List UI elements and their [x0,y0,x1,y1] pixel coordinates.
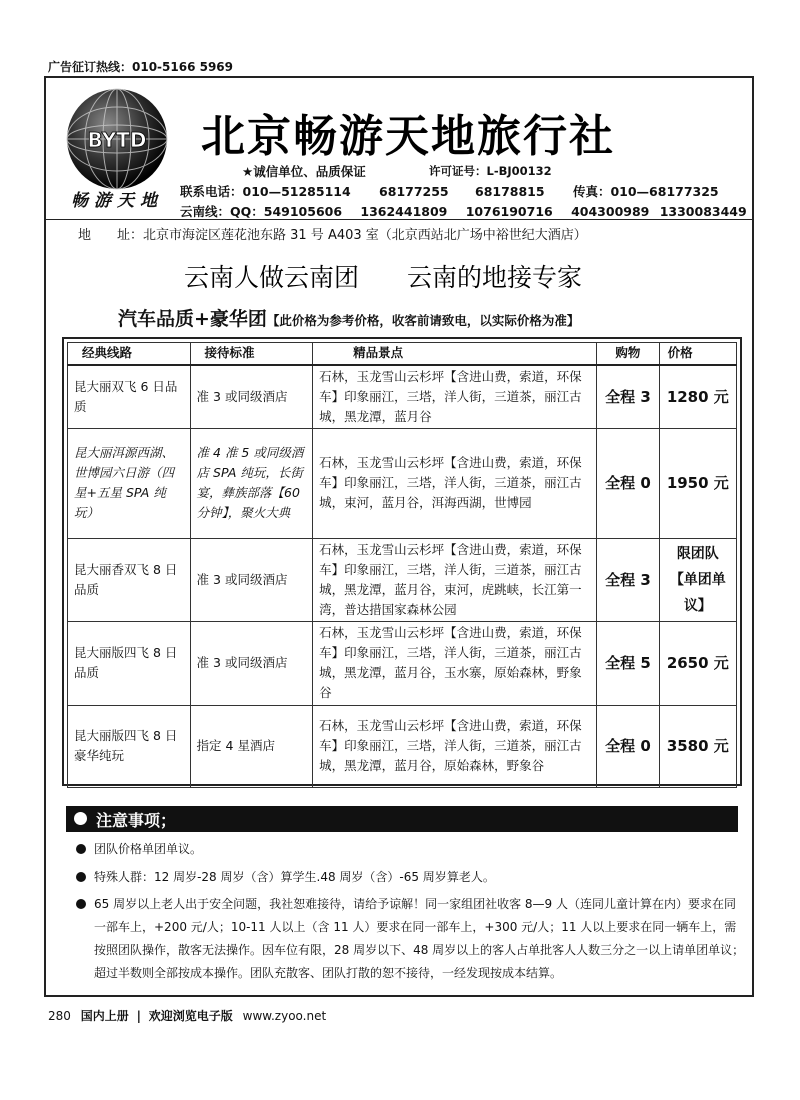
footer-url[interactable]: www.zyoo.net [242,1009,327,1023]
globe-logo-icon [60,84,174,212]
contact-fax: 传真：010—68177325 [572,184,719,199]
route-name: 昆大丽双飞 6 日品质 [68,365,191,429]
col-header-sights: 精品景点 [313,343,597,365]
route-name: 昆大丽香双飞 8 日品质 [68,538,191,621]
page-number: 280 [48,1009,71,1023]
qq-3: 1076190716 [465,204,553,219]
route-price: 3580 元 [659,705,736,787]
route-table [67,342,737,788]
qq-2: 1362441809 [360,204,448,219]
route-shopping: 全程 0 [597,705,659,787]
table-row [68,365,737,429]
table-row [68,428,737,538]
bullet-icon [76,899,86,909]
notes-header [66,806,738,832]
qq-1: 云南线：QQ：549105606 [180,204,343,219]
header-divider [46,219,752,220]
note-item [76,893,746,985]
footer-separator: | [136,1009,141,1023]
note-text: 65 周岁以上老人出于安全问题，我社恕难接待，请给予谅解！同一家组团社收客 8—9 人（连同儿童计算在内）要求在同一部车上，+200 元/人；10-11 人以上（含 11 人）要求在同一部车上，+300 元/人；11 人以上要求在同一辆车上，需按照团队操作，散客无法操作。因车位有限，28 周岁以下、48 周岁以上的客人占单批客人人数三分之一以上请单团单议；超过半数则全部按成本操作。团队充散客、团队打散的恕不接待，一经发现按成本结算。 [94,897,745,980]
route-name: 昆大丽洱源西湖、世博园六日游（四星+五星 SPA 纯玩） [68,428,191,538]
note-item [76,866,726,889]
section-title-main: 汽车品质+豪华团 [118,308,267,330]
footer-section: 国内上册 [80,1009,129,1023]
route-standard: 指定 4 星酒店 [190,705,313,787]
footer-slogan: 欢迎浏览电子版 [148,1009,233,1023]
table-row [68,621,737,705]
route-shopping: 全程 3 [597,538,659,621]
table-row [68,538,737,621]
route-sights: 石林，玉龙雪山云杉坪【含进山费，索道，环保车】印象丽江，三塔，洋人街，三道茶，丽江古城，黑龙潭，蓝月谷，玉水寨，原始森林，野象谷 [313,621,597,705]
route-name: 昆大丽版四飞 8 日豪华纯玩 [68,705,191,787]
route-standard: 准 3 或同级酒店 [190,538,313,621]
route-shopping: 全程 0 [597,428,659,538]
col-header-standard: 接待标准 [190,343,313,365]
motto: ★诚信单位、品质保证 [242,164,366,179]
col-header-price: 价格 [659,343,736,365]
bullet-icon [74,812,87,825]
slogan [184,258,582,294]
section-title-note: 【此价格为参考价格，收客前请致电，以实际价格为准】 [266,313,580,328]
ad-hotline: 广告征订热线：010-5166 5969 [48,60,234,74]
logo-caption: 畅游天地 [71,191,163,211]
col-header-route: 经典线路 [68,343,191,365]
qq-4: 404300989 [571,204,650,219]
route-sights: 石林，玉龙雪山云杉坪【含进山费，索道，环保车】印象丽江，三塔，洋人街，三道茶，丽江古城，黑龙潭，蓝月谷，束河，虎跳峡，长江第一湾，普达措国家森林公园 [313,538,597,621]
note-item [76,838,726,861]
route-price: 2650 元 [659,621,736,705]
contact-qq-line [180,202,747,220]
route-sights: 石林，玉龙雪山云杉坪【含进山费，索道，环保车】印象丽江，三塔，洋人街，三道茶，丽江古城，束河，蓝月谷，洱海西湖，世博园 [313,428,597,538]
route-sights: 石林，玉龙雪山云杉坪【含进山费，索道，环保车】印象丽江，三塔，洋人街，三道茶，丽江古城，黑龙潭，蓝月谷 [313,365,597,429]
route-price: 1950 元 [659,428,736,538]
contact-phone: 联系电话：010—51285114 [180,184,351,199]
notes-title: 注意事项； [96,811,177,830]
slogan-part-1: 云南人做云南团 [184,263,360,292]
license-number: 许可证号：L-BJ00132 [429,164,552,178]
route-table-wrapper [62,337,742,786]
route-shopping: 全程 5 [597,621,659,705]
table-header-row [68,343,737,365]
note-text: 特殊人群：12 周岁-28 周岁（含）算学生.48 周岁（含）-65 周岁算老人。 [94,870,495,884]
qq-5: 1330083449 [659,204,747,219]
note-text: 团队价格单团单议。 [94,842,203,856]
logo-letters: BYTD [87,128,147,152]
contact-phone-line [180,182,719,200]
route-standard: 准 4 准 5 或同级酒店 SPA 纯玩，长街宴，彝族部落【60 分钟】，聚火大典 [190,428,313,538]
route-standard: 准 3 或同级酒店 [190,365,313,429]
route-price: 1280 元 [659,365,736,429]
section-title [118,304,579,331]
contact-phone-3: 68178815 [475,184,545,199]
table-row [68,705,737,787]
address: 地 址：北京市海淀区莲花池东路 31 号 A403 室（北京西站北广场中裕世纪大酒店） [78,228,587,243]
route-sights: 石林，玉龙雪山云杉坪【含进山费，索道，环保车】印象丽江，三塔，洋人街，三道茶，丽江古城，黑龙潭，蓝月谷，原始森林，野象谷 [313,705,597,787]
route-price: 限团队【单团单议】 [659,538,736,621]
route-standard: 准 3 或同级酒店 [190,621,313,705]
company-name: 北京畅游天地旅行社 [201,111,615,162]
page-footer [48,1007,326,1024]
bullet-icon [76,872,86,882]
contact-phone-2: 68177255 [379,184,449,199]
page-frame [44,76,754,997]
bullet-icon [76,844,86,854]
slogan-part-2: 云南的地接专家 [406,263,582,292]
route-name: 昆大丽版四飞 8 日品质 [68,621,191,705]
col-header-shopping: 购物 [597,343,659,365]
route-shopping: 全程 3 [597,365,659,429]
